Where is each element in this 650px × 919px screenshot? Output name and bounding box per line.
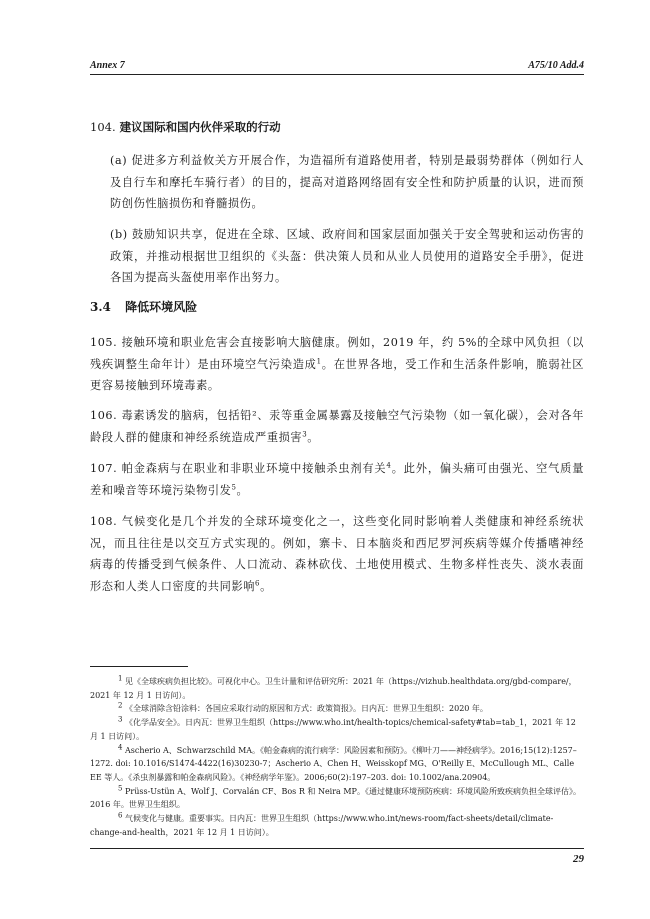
footnote-6: $^6$ 气候变化与健康。重要事实。日内瓦：世界卫生组织（https://www.who.int/news-room/fact-sheets/detail/climate-change-and-health，2021 年 12 月 1 日访问）。 [90, 811, 554, 837]
footnote-4: $^4$ Ascherio A、Schwarzschild MA。《帕金森病的流行病学：风险因素和预防》。《柳叶刀——神经病学》。2016;15(12):1257–1272. doi: 10.1016/S1474-4422(16)30230-7；Ascherio A、Chen H、Weisskopf MG、O'Reilly E、McCullough ML、Calle EE 等人。《杀虫剂暴露和帕金森病风险》。《神经病学年鉴》。2006;60(2):197–203. doi: 10.1002/ana.20904。 [90, 742, 577, 782]
heading-104-number: 104. [90, 120, 116, 134]
paragraph-107-tail: 。 [236, 483, 249, 497]
footnote-ref-5: 5 [231, 482, 237, 491]
paragraph-104b: (b) 鼓励知识共享，促进在全球、区域、政府间和国家层面加强关于安全驾驶和运动伤害的政策，并推动根据世卫组织的《头盔：供决策人员和从业人员使用的道路安全手册》，促进各国为提高头盔使用率作出努力。 [110, 228, 584, 284]
footnote-5: $^5$ Prüss-Ustün A、Wolf J、Corvalán CF、Bos R 和 Neira MP。《通过健康环境预防疾病：环境风险所致疾病负担全球评估》。2016 年。世界卫生组织。 [90, 783, 581, 810]
footnote-ref-6: 6 [255, 578, 261, 587]
footnote-separator [90, 666, 188, 667]
paragraph-107 [90, 458, 584, 501]
footnote-2: $^2$ 《全球消除含铅涂料：各国应采取行动的原因和方式：政策简报》。日内瓦：世界卫生组织：2020 年。 [118, 701, 488, 714]
heading-104 [90, 119, 584, 135]
header-annex: Annex 7 [90, 60, 125, 71]
page-number: 29 [573, 853, 584, 865]
paragraph-108-text: 108. 气候变化是几个并发的全球环境变化之一，这些变化同时影响着人类健康和神经系统状况，而且往往是以交互方式实现的。例如，寨卡、日本脑炎和西尼罗河疾病等媒介传播嗜神经病毒的传播受到气候条件、人口流动、森林砍伐、土地使用模式、生物多样性丧失、淡水表面形态和人类人口密度的共同影响 [90, 515, 584, 593]
paragraph-107-mid: 。此外，偏头痛可由强光、空气质量差和噪音等环境污染物引发 [90, 462, 584, 497]
paragraph-106 [90, 405, 584, 448]
paragraph-104a: (a) 促进多方利益攸关方开展合作，为造福所有道路使用者，特别是最弱势群体（例如行人及自行车和摩托车骑行者）的目的，提高对道路网络固有安全性和防护质量的认识，进而预防创伤性脑损伤和脊髓损伤。 [110, 154, 584, 210]
footnote-ref-1: 1 [316, 356, 322, 365]
paragraph-105-tail: 。在世界各地，受工作和生活条件影响，脆弱社区更容易接触到环境毒素。 [90, 357, 584, 392]
paragraph-108-tail: 。 [260, 579, 272, 593]
paragraph-108 [90, 511, 584, 597]
section-number: 3.4 [90, 300, 111, 314]
footer-separator [90, 848, 584, 849]
header-doc-ref: A75/10 Add.4 [528, 60, 584, 71]
paragraph-107-text: 107. 帕金森病与在职业和非职业环境中接触杀虫剂有关 [90, 462, 387, 475]
section-title: 降低环境风险 [125, 300, 198, 314]
page-header [90, 60, 584, 75]
paragraph-105-text: 105. 接触环境和职业危害会直接影响大脑健康。例如，2019 年，约 5%的全球中风负担（以残疾调整生命年计）是由环境空气污染造成 [90, 336, 584, 371]
paragraph-106-tail: 。 [307, 430, 320, 444]
paragraph-106-text: 106. 毒素诱发的脑病，包括铅²、汞等重金属暴露及接触空气污染物（如一氧化碳），会对各年龄段人群的健康和神经系统造成严重损害 [90, 409, 584, 444]
heading-104-title: 建议国际和国内伙伴采取的行动 [119, 120, 281, 134]
paragraph-105 [90, 332, 584, 397]
section-3-4-heading [90, 298, 584, 315]
footnote-1: $^1$ 见《全球疾病负担比较》。可视化中心。卫生计量和评估研究所：2021 年（https://vizhub.healthdata.org/gbd-compare/，2021 年 12 月 1 日访问）。 [90, 674, 577, 700]
footnote-ref-3: 3 [302, 429, 308, 438]
footnote-ref-4: 4 [386, 461, 392, 470]
footnote-3: $^3$ 《化学品安全》。日内瓦：世界卫生组织（https://www.who.int/health-topics/chemical-safety#tab=tab_1，2021 年 12 月 1 日访问）。 [90, 715, 576, 741]
footnotes [90, 675, 584, 839]
